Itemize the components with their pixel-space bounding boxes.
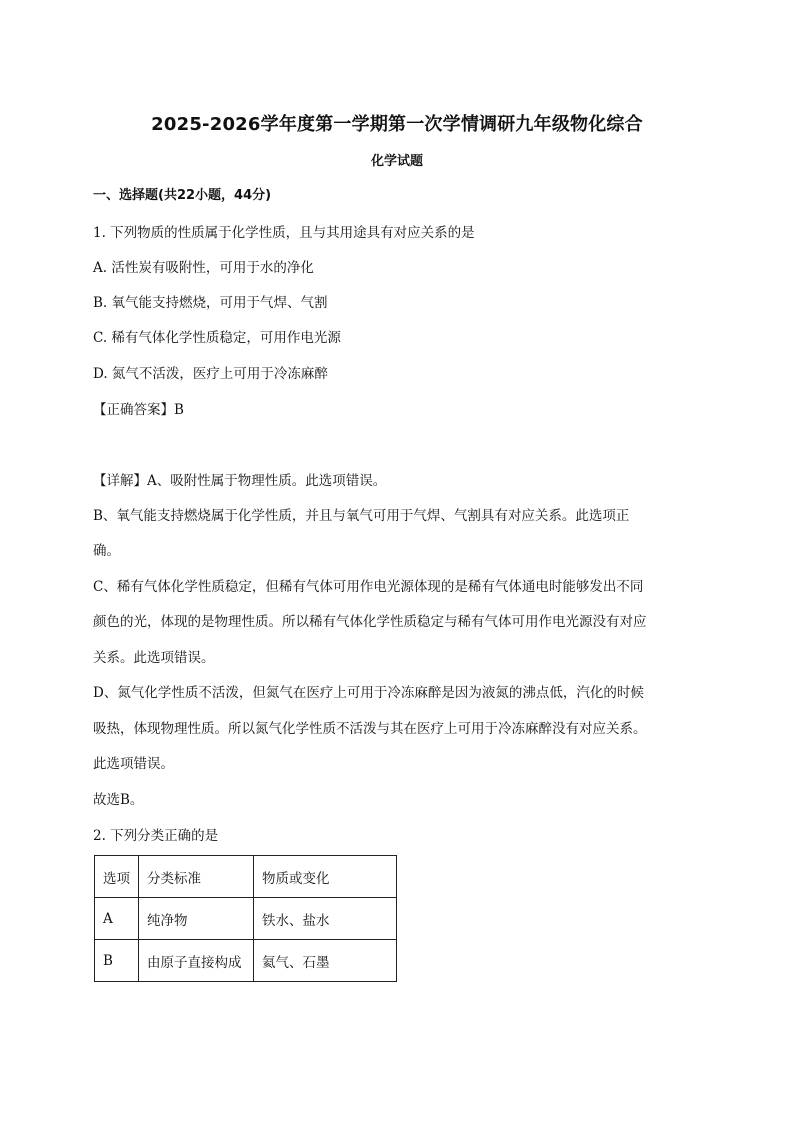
explanation-line: 确。 — [93, 543, 120, 559]
page-title: 2025-2026学年度第一学期第一次学情调研九年级物化综合 — [151, 114, 643, 135]
question-1-option-d: D. 氮气不活泼，医疗上可用于冷冻麻醉 — [93, 366, 328, 382]
table-cell: 铁水、盐水 — [254, 898, 397, 940]
explanation-line: 关系。此选项错误。 — [93, 650, 215, 666]
question-1-stem: 1. 下列物质的性质属于化学性质，且与其用途具有对应关系的是 — [93, 225, 475, 241]
explanation-line: 吸热，体现物理性质。所以氮气化学性质不活泼与其在医疗上可用于冷冻麻醉没有对应关系。 — [93, 721, 647, 737]
question-1-answer: 【正确答案】B — [93, 402, 184, 418]
question-1-option-a: A. 活性炭有吸附性，可用于水的净化 — [93, 260, 314, 276]
table-cell: 纯净物 — [139, 898, 254, 940]
page-subtitle: 化学试题 — [370, 154, 423, 169]
table-cell: A — [95, 898, 139, 940]
explanation-line: 【详解】A、吸附性属于物理性质。此选项错误。 — [93, 473, 387, 489]
table-header-cell: 选项 — [95, 856, 139, 898]
table-row — [95, 940, 397, 982]
table-cell: 由原子直接构成 — [139, 940, 254, 982]
explanation-line: 颜色的光，体现的是物理性质。所以稀有气体化学性质稳定与稀有气体可用作电光源没有对应 — [93, 614, 647, 630]
table-cell: B — [95, 940, 139, 982]
question-1-option-b: B. 氧气能支持燃烧，可用于气焊、气割 — [93, 295, 328, 311]
section-heading: 一、选择题(共22小题，44分) — [93, 188, 272, 203]
explanation-line: B、氧气能支持燃烧属于化学性质，并且与氧气可用于气焊、气割具有对应关系。此选项正 — [93, 508, 630, 524]
table-header-cell: 物质或变化 — [254, 856, 397, 898]
table-header-row — [95, 856, 397, 898]
table-cell: 氦气、石墨 — [254, 940, 397, 982]
classification-table — [94, 855, 397, 982]
explanation-line: C、稀有气体化学性质稳定，但稀有气体可用作电光源体现的是稀有气体通电时能够发出不同 — [93, 579, 644, 595]
question-2-stem: 2. 下列分类正确的是 — [93, 828, 219, 844]
explanation-line: D、氮气化学性质不活泼，但氮气在医疗上可用于冷冻麻醉是因为液氮的沸点低，汽化的时候 — [93, 685, 644, 701]
table-header-cell: 分类标准 — [139, 856, 254, 898]
explanation-line: 此选项错误。 — [93, 756, 174, 772]
explanation-conclusion: 故选B。 — [93, 792, 144, 808]
table-row — [95, 898, 397, 940]
question-1-option-c: C. 稀有气体化学性质稳定，可用作电光源 — [93, 330, 341, 346]
